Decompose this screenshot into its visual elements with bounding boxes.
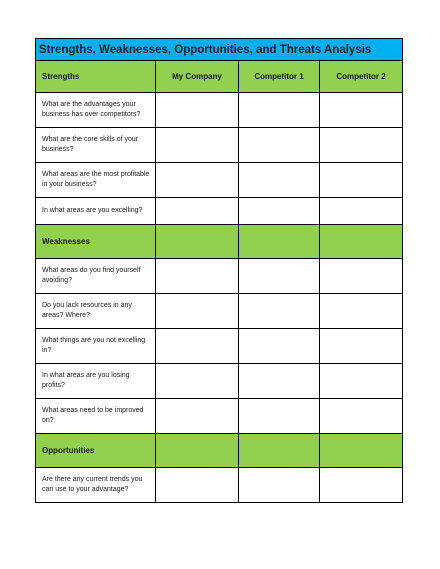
competitor-1-cell[interactable] [239, 329, 320, 364]
competitor-1-cell[interactable] [239, 128, 320, 163]
competitor-2-cell[interactable] [320, 399, 403, 434]
table-row [36, 198, 403, 225]
competitor-1-cell[interactable] [239, 259, 320, 294]
section-fill [239, 225, 320, 259]
competitor-1-cell[interactable] [239, 93, 320, 128]
section-row-opportunities [36, 434, 403, 468]
my-company-cell[interactable] [156, 399, 239, 434]
my-company-cell[interactable] [156, 163, 239, 198]
column-header-competitor-2: Competitor 2 [320, 61, 403, 93]
competitor-1-cell[interactable] [239, 163, 320, 198]
competitor-1-cell[interactable] [239, 364, 320, 399]
competitor-2-cell[interactable] [320, 364, 403, 399]
column-header-competitor-1: Competitor 1 [239, 61, 320, 93]
question-cell: In what areas are you excelling? [36, 198, 156, 225]
section-fill [156, 434, 239, 468]
section-label-weaknesses: Weaknesses [36, 225, 156, 259]
competitor-2-cell[interactable] [320, 259, 403, 294]
my-company-cell[interactable] [156, 128, 239, 163]
my-company-cell[interactable] [156, 468, 239, 503]
competitor-1-cell[interactable] [239, 294, 320, 329]
competitor-2-cell[interactable] [320, 329, 403, 364]
competitor-2-cell[interactable] [320, 93, 403, 128]
column-header-my-company: My Company [156, 61, 239, 93]
question-cell: What areas do you find yourself avoiding? [36, 259, 156, 294]
my-company-cell[interactable] [156, 93, 239, 128]
question-cell: What areas are the most profitable in your business? [36, 163, 156, 198]
swot-table [35, 38, 403, 503]
competitor-2-cell[interactable] [320, 163, 403, 198]
section-label-opportunities: Opportunities [36, 434, 156, 468]
my-company-cell[interactable] [156, 198, 239, 225]
question-cell: What things are you not excelling in? [36, 329, 156, 364]
header-row [36, 61, 403, 93]
section-row-weaknesses [36, 225, 403, 259]
table-row [36, 468, 403, 503]
table-row [36, 364, 403, 399]
question-cell: What are the core skills of your business? [36, 128, 156, 163]
section-fill [320, 225, 403, 259]
column-header-strengths: Strengths [36, 61, 156, 93]
my-company-cell[interactable] [156, 364, 239, 399]
competitor-1-cell[interactable] [239, 399, 320, 434]
question-cell: Do you lack resources in any areas? Where? [36, 294, 156, 329]
table-row [36, 163, 403, 198]
question-cell: What are the advantages your business has over competitors? [36, 93, 156, 128]
page-title: Strengths, Weaknesses, Opportunities, and Threats Analysis [36, 39, 403, 61]
my-company-cell[interactable] [156, 294, 239, 329]
my-company-cell[interactable] [156, 329, 239, 364]
competitor-2-cell[interactable] [320, 294, 403, 329]
competitor-2-cell[interactable] [320, 468, 403, 503]
table-row [36, 399, 403, 434]
competitor-2-cell[interactable] [320, 198, 403, 225]
my-company-cell[interactable] [156, 259, 239, 294]
section-fill [320, 434, 403, 468]
competitor-1-cell[interactable] [239, 468, 320, 503]
question-cell: Are there any current trends you can use to your advantage? [36, 468, 156, 503]
question-cell: What areas need to be improved on? [36, 399, 156, 434]
competitor-1-cell[interactable] [239, 198, 320, 225]
table-row [36, 128, 403, 163]
table-row [36, 259, 403, 294]
section-fill [156, 225, 239, 259]
question-cell: In what areas are you losing profits? [36, 364, 156, 399]
table-row [36, 93, 403, 128]
table-row [36, 294, 403, 329]
competitor-2-cell[interactable] [320, 128, 403, 163]
section-fill [239, 434, 320, 468]
table-row [36, 329, 403, 364]
title-row [36, 39, 403, 61]
